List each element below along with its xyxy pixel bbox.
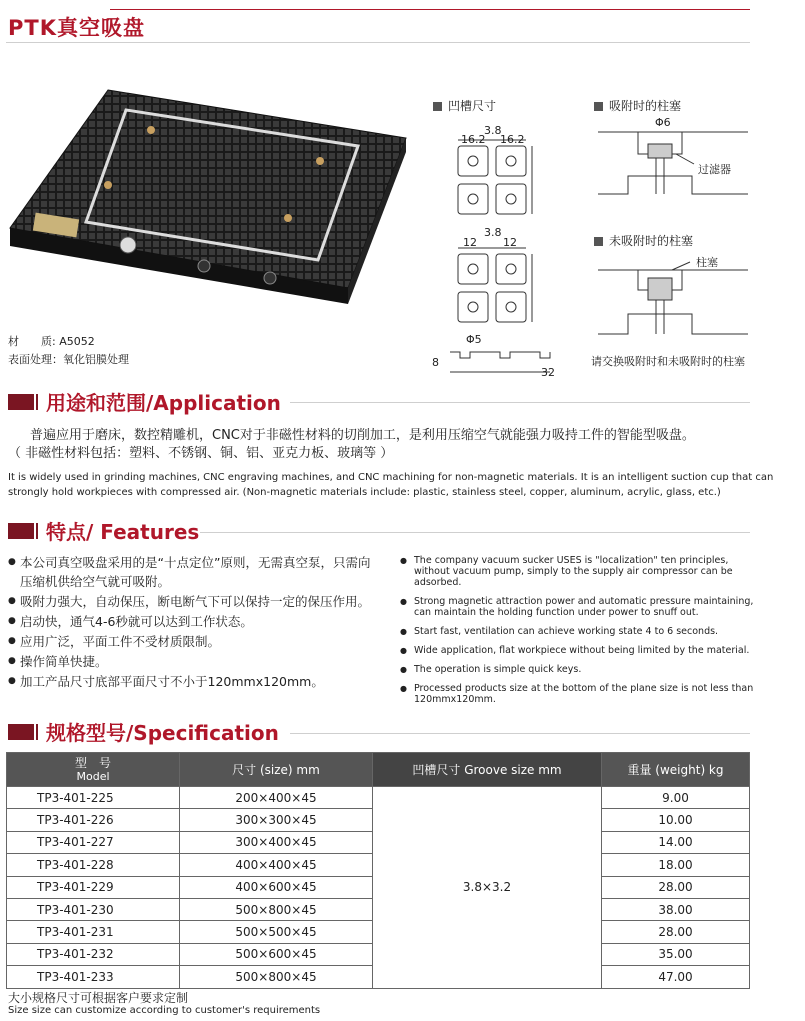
cell-size: 300×300×45 bbox=[180, 809, 373, 831]
non-adsorb-plunger-heading: 未吸附时的柱塞 bbox=[594, 232, 693, 249]
features-cn-list bbox=[8, 553, 378, 692]
table-row bbox=[7, 787, 750, 809]
cell-model: TP3-401-225 bbox=[7, 787, 180, 809]
cell-model: TP3-401-229 bbox=[7, 876, 180, 898]
non-adsorb-plunger-diagram bbox=[598, 256, 748, 346]
cell-model: TP3-401-226 bbox=[7, 809, 180, 831]
specification-rule bbox=[290, 733, 750, 734]
feature-cn-item: ● 应用广泛，平面工件不受材质限制。 bbox=[8, 632, 378, 651]
feature-en-item: ● Processed products size at the bottom of the plane size is not less than 120mmx120mm. bbox=[400, 683, 760, 705]
dim-16-2-b: 16.2 bbox=[500, 133, 525, 146]
cell-groove: 3.8×3.2 bbox=[373, 787, 602, 989]
features-en-list bbox=[400, 555, 760, 713]
surface-treatment: 表面处理：氧化铝膜处理 bbox=[8, 353, 129, 366]
square-bullet-icon bbox=[433, 102, 442, 111]
cell-model: TP3-401-227 bbox=[7, 831, 180, 853]
feature-en-item: ● The company vacuum sucker USES is "localization" ten principles, without vacuum pump, simply to the supply air compressor can be adsorbed. bbox=[400, 555, 760, 588]
dim-32: 32 bbox=[541, 366, 555, 379]
cell-weight: 9.00 bbox=[602, 787, 750, 809]
feature-cn-item: ● 操作简单快捷。 bbox=[8, 652, 378, 671]
section-bar-icon bbox=[8, 724, 34, 740]
plunger-label: 柱塞 bbox=[696, 256, 718, 269]
groove-size-heading: 凹槽尺寸 bbox=[433, 97, 496, 114]
cell-weight: 38.00 bbox=[602, 898, 750, 920]
application-cn-materials: （ 非磁性材料包括：塑料、不锈钢、铜、铝、亚克力板、玻璃等 ） bbox=[8, 446, 394, 461]
dim-8: 8 bbox=[432, 356, 439, 369]
specification-table bbox=[6, 752, 750, 989]
cell-size: 300×400×45 bbox=[180, 831, 373, 853]
groove-diagram-12 bbox=[440, 238, 560, 328]
feature-en-item: ● Start fast, ventilation can achieve working state 4 to 6 seconds. bbox=[400, 626, 760, 637]
top-rule bbox=[110, 9, 750, 10]
section-bar-icon bbox=[8, 523, 34, 539]
feature-en-item: ● The operation is simple quick keys. bbox=[400, 664, 760, 675]
cell-size: 500×800×45 bbox=[180, 898, 373, 920]
feature-cn-item: ● 本公司真空吸盘采用的是“十点定位”原则，无需真空泵，只需向压缩机供给空气就可吸附。 bbox=[8, 553, 378, 591]
application-en-text: It is widely used in grinding machines, CNC engraving machines, and CNC machining for non-magnetic materials. It is an intelligent suction cup that can strongly hold workpieces with compressed air. (Non-magnetic materials include: plastic, stainless steel, copper, aluminum, acrylic, glass, etc.) bbox=[8, 472, 774, 498]
custom-size-note-en: Size size can customize according to customer's requirements bbox=[8, 1005, 321, 1016]
features-rule bbox=[200, 532, 750, 533]
col-weight-header: 重量 (weight) kg bbox=[602, 753, 750, 787]
application-heading: 用途和范围/Application bbox=[8, 387, 281, 416]
feature-cn-item: ● 加工产品尺寸底部平面尺寸不小于120mmx120mm。 bbox=[8, 672, 378, 691]
cell-weight: 47.00 bbox=[602, 966, 750, 988]
adsorb-plunger-heading: 吸附时的柱塞 bbox=[594, 97, 681, 114]
dim-3-8-b: 3.8 bbox=[484, 226, 502, 239]
dim-12-a: 12 bbox=[463, 236, 477, 249]
square-bullet-icon bbox=[594, 237, 603, 246]
col-groove-header: 凹槽尺寸 Groove size mm bbox=[373, 753, 602, 787]
dim-phi5: Φ5 bbox=[466, 333, 482, 346]
title-rule bbox=[6, 42, 750, 43]
cell-weight: 18.00 bbox=[602, 854, 750, 876]
feature-cn-item: ● 启动快，通气4-6秒就可以达到工作状态。 bbox=[8, 612, 378, 631]
specification-heading: 规格型号/Specification bbox=[8, 717, 279, 746]
dim-16-2-a: 16.2 bbox=[461, 133, 486, 146]
feature-cn-item: ● 吸附力强大，自动保压，断电断气下可以保持一定的保压作用。 bbox=[8, 592, 378, 611]
cell-size: 500×800×45 bbox=[180, 966, 373, 988]
cell-weight: 35.00 bbox=[602, 943, 750, 965]
cell-weight: 28.00 bbox=[602, 876, 750, 898]
application-rule bbox=[290, 402, 750, 403]
cell-size: 400×400×45 bbox=[180, 854, 373, 876]
cell-weight: 28.00 bbox=[602, 921, 750, 943]
cell-model: TP3-401-231 bbox=[7, 921, 180, 943]
cell-size: 400×600×45 bbox=[180, 876, 373, 898]
feature-en-item: ● Wide application, flat workpiece without being limited by the material. bbox=[400, 645, 760, 656]
filter-label: 过滤器 bbox=[698, 163, 731, 176]
cell-weight: 14.00 bbox=[602, 831, 750, 853]
cell-weight: 10.00 bbox=[602, 809, 750, 831]
dim-12-b: 12 bbox=[503, 236, 517, 249]
application-cn-text: 普遍应用于磨床，数控精雕机，CNC对于非磁性材料的切削加工，是利用压缩空气就能强力吸持工件的智能型吸盘。 bbox=[30, 428, 695, 443]
feature-en-item: ● Strong magnetic attraction power and automatic pressure maintaining, can maintain the holding function under power to snuff out. bbox=[400, 596, 760, 618]
plunger-note: 请交换吸附时和未吸附时的柱塞 bbox=[591, 355, 745, 368]
cell-size: 200×400×45 bbox=[180, 787, 373, 809]
section-bar-icon bbox=[8, 394, 34, 410]
vacuum-chuck-image bbox=[8, 88, 408, 310]
col-model-header: 型 号 Model bbox=[7, 753, 180, 787]
page-title: PTK真空吸盘 bbox=[8, 16, 145, 40]
features-heading: 特点/ Features bbox=[8, 516, 199, 545]
cell-model: TP3-401-233 bbox=[7, 966, 180, 988]
cell-size: 500×500×45 bbox=[180, 921, 373, 943]
dim-phi6: Φ6 bbox=[655, 116, 671, 129]
cell-model: TP3-401-228 bbox=[7, 854, 180, 876]
cell-size: 500×600×45 bbox=[180, 943, 373, 965]
cell-model: TP3-401-232 bbox=[7, 943, 180, 965]
material-spec: 材 质: A5052 bbox=[8, 335, 95, 348]
square-bullet-icon bbox=[594, 102, 603, 111]
cell-model: TP3-401-230 bbox=[7, 898, 180, 920]
col-size-header: 尺寸 (size) mm bbox=[180, 753, 373, 787]
dim-3-8-a: 3.8 bbox=[484, 124, 502, 137]
custom-size-note-cn: 大小规格尺寸可根据客户要求定制 bbox=[8, 991, 189, 1005]
